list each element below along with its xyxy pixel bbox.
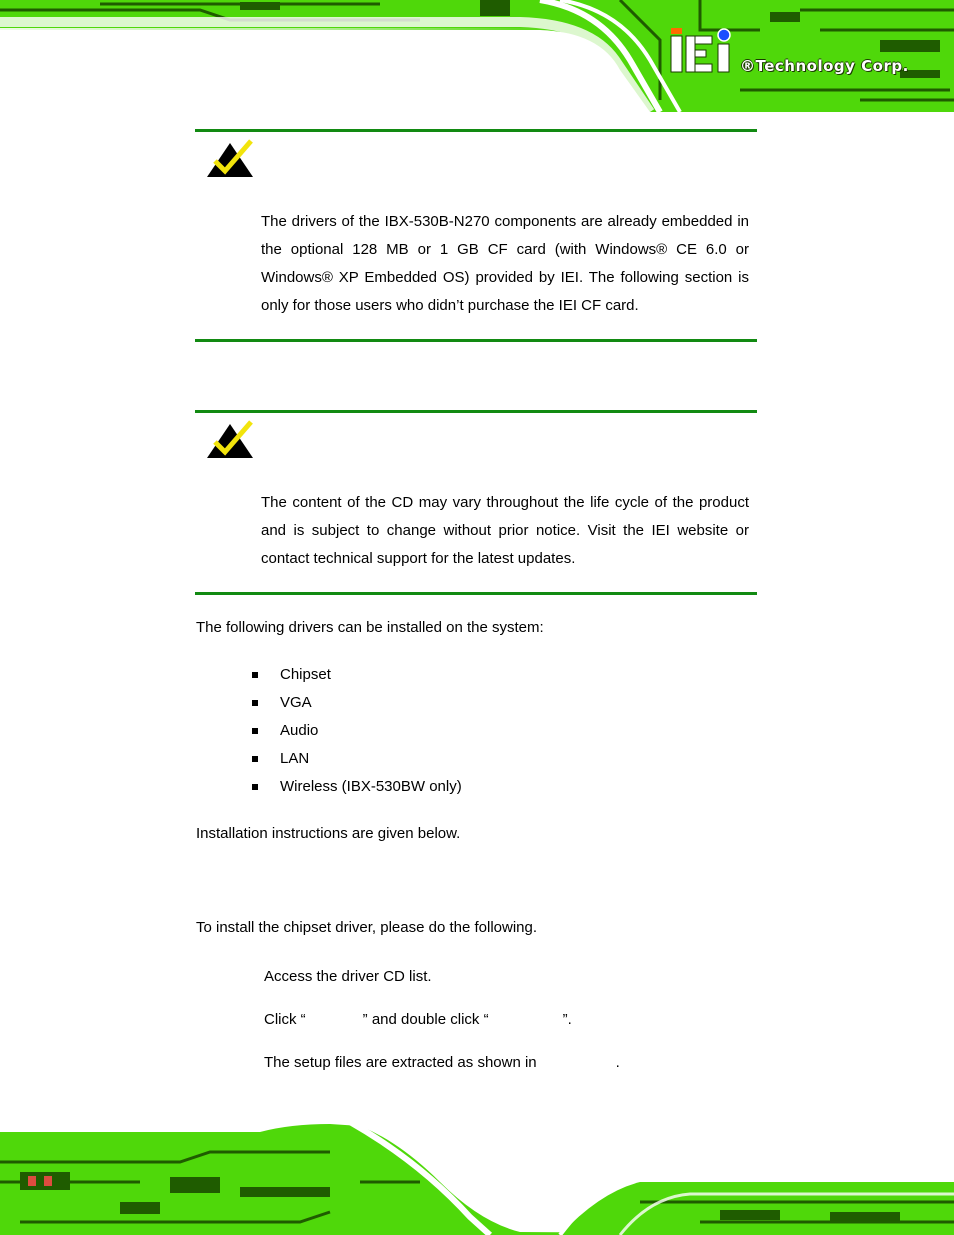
note-text: The content of the CD may vary throughout the life cycle of the product and is subject to change without prior notice. Visit the IEI website or contact technical support for the latest updates. <box>261 494 749 567</box>
note-top-rule <box>195 129 757 132</box>
list-item: Wireless (IBX-530BW only) <box>252 773 462 801</box>
bullet-square-icon <box>252 700 258 706</box>
drivers-intro: The following drivers can be installed on the system: <box>196 619 544 636</box>
list-item: LAN <box>252 745 462 773</box>
note-top-rule <box>195 410 757 413</box>
bullet-square-icon <box>252 728 258 734</box>
list-item: Audio <box>252 717 462 745</box>
note-bottom-rule <box>195 339 757 342</box>
footer-circuit-banner <box>0 1122 954 1235</box>
chipset-intro: To install the chipset driver, please do the following. <box>196 919 538 936</box>
checkmark-note-icon <box>205 139 255 179</box>
list-item: Chipset <box>252 661 462 689</box>
driver-list <box>252 661 462 801</box>
step-2: Click “ ” and double click “ ”. <box>264 1011 572 1028</box>
list-item: VGA <box>252 689 462 717</box>
checkmark-note-icon <box>205 420 255 460</box>
bullet-square-icon <box>252 784 258 790</box>
bullet-square-icon <box>252 756 258 762</box>
note-text: The drivers of the IBX-530B-N270 components are already embedded in the optional 128 MB or 1 GB CF card (with Windows® CE 6.0 or Windows® XP Embedded OS) provided by IEI. The following section is only for those users who didn’t purchase the IEI CF card. <box>261 213 749 314</box>
note-bottom-rule <box>195 592 757 595</box>
header-circuit-banner <box>0 0 954 112</box>
step-1: Access the driver CD list. <box>264 968 432 985</box>
brand-name: ®Technology Corp. <box>740 57 909 75</box>
installation-note: Installation instructions are given below. <box>196 825 461 842</box>
bullet-square-icon <box>252 672 258 678</box>
circuit-board-graphic <box>0 1122 954 1235</box>
circuit-board-graphic <box>0 0 954 112</box>
step-3: The setup files are extracted as shown in . <box>264 1054 620 1071</box>
